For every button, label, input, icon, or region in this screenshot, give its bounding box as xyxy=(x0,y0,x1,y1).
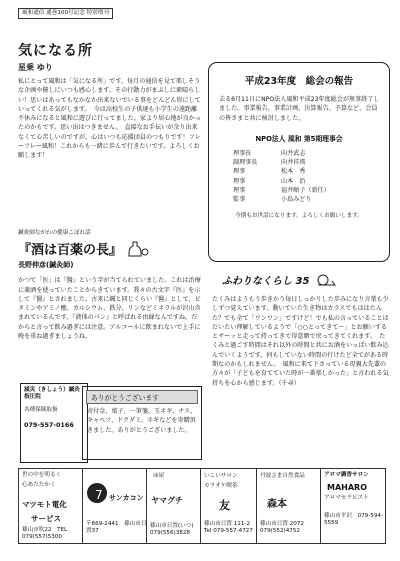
article-sake xyxy=(18,230,203,341)
article3-title: ふわりなくらし 35 xyxy=(222,276,310,287)
article2-body: かつて「医」は『醫』という字が当てられていました。これは治療に薬酒を使っていたことからきています。我々の古文字『医』を示して『醫』とされました。古来に鍼と同じくらい『醫』として、ビタミンやアミノ酸、カルシウム、鉄分、リンなどミネラルが沢山含まれているんです。『液体のパン』と呼ばれる由縁なんですね。だからと言って飲み過ぎには注意。アルコールに飲まれないで上手に晩を重ね過ぎましょうね。 xyxy=(18,277,201,340)
article1-title: 気になる所 xyxy=(18,43,93,59)
sake-bottle-icon xyxy=(128,240,150,258)
clinic-phone: 079-557-0166 xyxy=(24,420,74,429)
article1-author: 星乗 ゆり xyxy=(18,63,53,72)
board-row: 理事 松本 秀 xyxy=(233,168,306,176)
clinic-name: 減災（きしょう）鍼灸指圧院 xyxy=(24,387,80,401)
ad-morimoto: 丹波さま自然食品 森本 篠山市日置 2072 079(552)4752 xyxy=(256,468,322,544)
article-fuwari xyxy=(212,272,390,388)
clinic-ad xyxy=(20,383,88,463)
report-body: 去る6月11日にNPO法人風和平成23年度総会が無事終了しました。事業報告、事業計画、決算報告、予算など、会員の皆さまと共に検討しました。 xyxy=(219,96,380,122)
svg-text:7: 7 xyxy=(95,488,103,502)
article3-body: たくみはようもう歩きかう毎日しっかりした歩みになり言葉も少しずつ覚えています。動いていた生き物はカラスでもははたんた？でも全て「ワンワン」ですけど！でも私の言っていることはだいたい理解しているようで「○○とってきて～」とお願いするとサーッと走って持ってきて得意顔で戻ってきてくれます。 たくみと過ごす時間はそれ以外の時間と共にお酒をいっぱい飲み込んでいくようです。何もしていない時間の行けたど全てがある時期なのかもしれません。 風和に来て下さっている母親大先輩の方々が「子どもを育てていた時が一番楽しかった」と言われる気持ちを心から感じます。（千尋） xyxy=(212,296,389,387)
article2-author: 長野伸彦(鍼灸師) xyxy=(18,261,74,270)
board-row: 理事長 向井武志 xyxy=(233,149,306,157)
ad-yamaguchi: 床屋 ヤマグチ 篠山市日置(いつ) 079(556)3828 xyxy=(146,468,202,544)
board-title: NPO法人 風和 第5期理事会 xyxy=(255,134,343,143)
thanks-title: ありがとうございます xyxy=(86,390,198,404)
report-title: 平成23年度 総会の報告 xyxy=(244,76,354,87)
article-ki-ni-naru xyxy=(18,40,203,161)
ad-matsumoto: 世の中を明るく 心あたたかく マツモト電化 サービス 篠山市吹22 TEL 079(557)5300 xyxy=(18,468,84,544)
snail-icon xyxy=(315,273,337,287)
ad-tomo: いこいサロン カラオケ喫茶 友 篠山市日置 111-2 Tel 079-557-4727 xyxy=(200,468,258,544)
ad-sankakon: 7 サンカコン 〒669-2441 篠山市日置37 xyxy=(82,468,148,544)
general-meeting-report xyxy=(208,62,390,262)
board-row: 副理事長 向井祥瑛 xyxy=(233,159,306,167)
issue-header xyxy=(18,8,113,19)
clinic-note: 各種保険取扱 xyxy=(24,407,58,414)
report-footer: 今期もお世話になります。よろしくお願いします。 xyxy=(235,212,363,219)
issue-header-text: 風和通信 通巻100号記念 特別増刊 xyxy=(22,10,109,16)
board-list xyxy=(233,149,389,205)
board-row: 監事 小島みどり xyxy=(233,196,312,204)
thanks-body: 寄付金、菓子、一筆箋、玉ネギ、ナス、キャベツ、ドクダミ、ネギなどを寄贈頂きました。ありがとうございました。 xyxy=(87,408,197,434)
board-row: 理事 福井順子（新任） xyxy=(233,187,330,195)
article2-kicker: 鍼灸師ながわの健康こぼれ話 xyxy=(18,230,91,236)
article2-title: 『酒は百薬の長』 xyxy=(18,243,123,259)
article1-body: 私にとって風和は「気になる所」です。毎月の通信を見て楽しそうな企画や催しにいつも感心します。その行動力がまぶしに素晴らしい！思いはあってもなかなか出来ないでいる事をどんどん形にしていってくれる気がします。 今は高校生の子供達も小学生の遠距離不休みになると風和に遊びに行ってました。家より居心地が良かったのかもです。思い出はつきません。 直接なお手伝いが余り出来なくて心苦しいのですが、心はいつも応援団員のつもりです！フレーフレー風和！これからも一緒に歩んで行きたいです。よろしくお願します！ xyxy=(18,78,201,160)
thanks-box xyxy=(82,386,202,460)
board-row: 理事 山本 治 xyxy=(233,177,306,185)
ad-maharo: アロマ調香サロン MAHARO アロマセラピスト 篠山市平沢 079-594-5559 xyxy=(320,468,386,544)
